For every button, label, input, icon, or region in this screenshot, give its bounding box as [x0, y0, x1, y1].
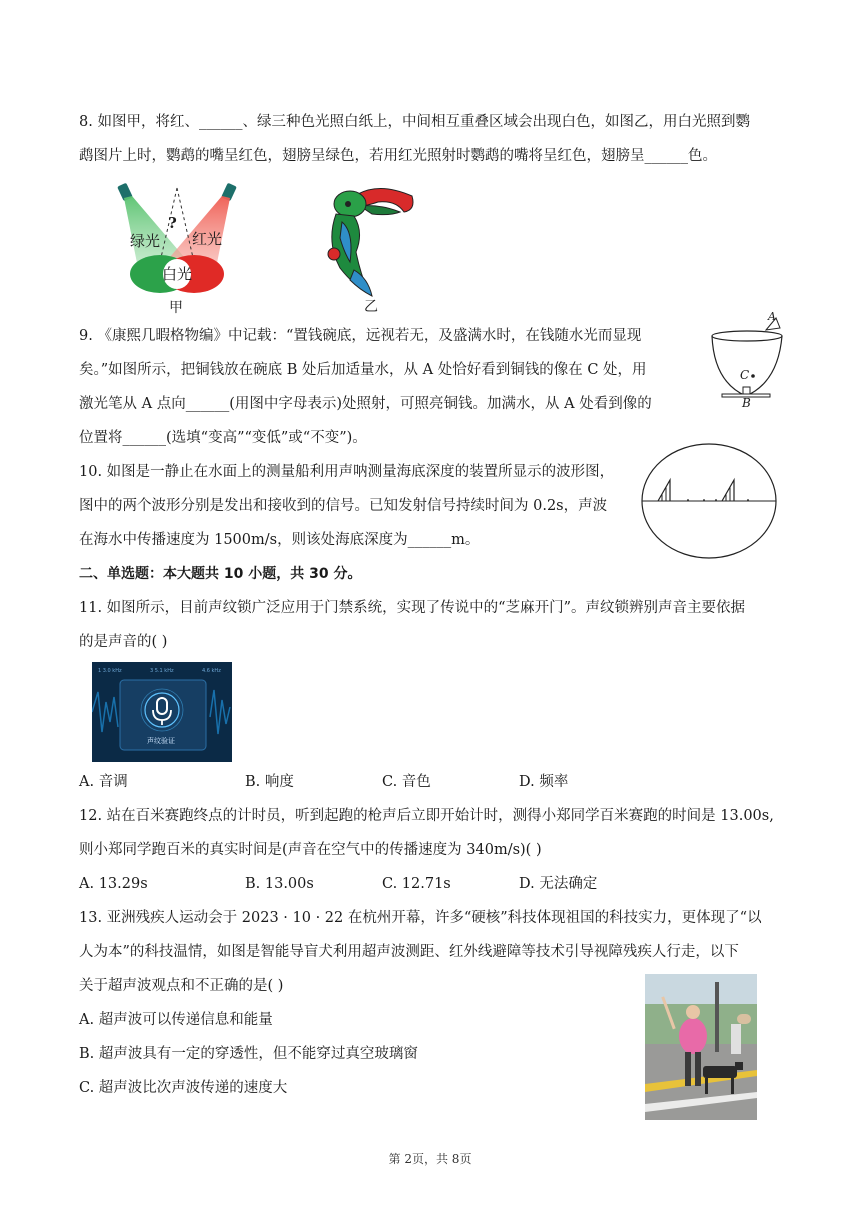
q11-option-d[interactable]: D. 频率: [519, 774, 569, 790]
q13-line-2: 人为本”的科技温情，如图是智能导盲犬利用超声波测距、红外线避障等技术引导视障残疾人行走，以下: [79, 944, 739, 960]
page-footer: 第 2页，共 8页: [388, 1152, 472, 1166]
q10-line-3: 在海水中传播速度为 1500m/s，则该处海底深度为______m。: [79, 532, 480, 548]
q12-option-b[interactable]: B. 13.00s: [245, 876, 314, 892]
image-point-c: [751, 374, 755, 378]
q11-line-1: 11. 如图所示，目前声纹锁广泛应用于门禁系统，实现了传说中的“芝麻开门”。声纹锁辨别声音主要依据: [79, 600, 745, 616]
figure-caption-yi: 乙: [364, 299, 378, 315]
red-light-label: 红光: [192, 230, 223, 248]
received-pulse: [722, 480, 734, 501]
q9-line-3: 激光笔从 A 点向______(用图中字母表示)处照射，可照亮铜钱。加满水，从 A 处看到像的: [79, 396, 652, 412]
q8-line-2: 鹉图片上时，鹦鹉的嘴呈红色，翅膀呈绿色，若用红光照射时鹦鹉的嘴将呈红色，翅膀呈______色。: [79, 148, 717, 164]
q9-line-1: 9. 《康熙几暇格物编》中记载：“置钱碗底，远视若无，及盛满水时，在钱随水光而显现: [79, 328, 642, 344]
green-light-label: 绿光: [130, 232, 161, 250]
q12-line-2: 则小郑同学跑百米的真实时间是(声音在空气中的传播速度为 340m/s)( ): [79, 842, 542, 858]
emitted-pulse: [658, 480, 670, 501]
figure-guide-dog-photo: [645, 974, 757, 1120]
sonar-display: [640, 442, 778, 560]
figure-voiceprint-lock: [92, 662, 232, 762]
voiceprint-caption: 声纹验证: [147, 737, 175, 745]
q12-option-a[interactable]: A. 13.29s: [79, 876, 148, 892]
person-pink-jacket: [679, 1018, 707, 1054]
voiceprint-image: [92, 662, 232, 762]
white-light-label: 白光: [162, 265, 193, 283]
q8-line-1: 8. 如图甲，将红、______、绿三种色光照白纸上，中间相互重叠区域会出现白色，如图乙，用白光照到鹦: [79, 114, 750, 130]
svg-text:4.6 kHz: 4.6 kHz: [202, 668, 221, 674]
guide-dog-image: [645, 974, 757, 1120]
q13-option-a[interactable]: A. 超声波可以传递信息和能量: [79, 1012, 273, 1028]
figure-sonar-waveform: [640, 442, 778, 560]
q12-option-d[interactable]: D. 无法确定: [519, 876, 598, 892]
label-b: B: [742, 396, 751, 410]
q9-line-4: 位置将______(选填“变高”“变低”或“不变”)。: [79, 430, 367, 446]
q11-option-a[interactable]: A. 音调: [79, 774, 128, 790]
q11-option-b[interactable]: B. 响度: [245, 774, 294, 790]
question-mark: ?: [168, 214, 177, 232]
figure-parrot: [320, 182, 420, 318]
figure-color-light-mixing: [112, 180, 242, 318]
q13-option-b[interactable]: B. 超声波具有一定的穿透性，但不能穿过真空玻璃窗: [79, 1046, 418, 1062]
coin-marker: [743, 387, 750, 394]
q13-option-c[interactable]: C. 超声波比次声波传递的速度大: [79, 1080, 288, 1096]
q11-line-2: 的是声音的( ): [79, 634, 168, 650]
figure-caption-jia: 甲: [169, 300, 183, 316]
q13-line-3: 关于超声波观点和不正确的是( ): [79, 978, 284, 994]
robot-dog: [703, 1066, 737, 1078]
svg-text:1 3.0 kHz: 1 3.0 kHz: [98, 668, 122, 674]
svg-text:3 5.1 kHz: 3 5.1 kHz: [150, 668, 174, 674]
section-heading: 二、单选题：本大题共 10 小题，共 30 分。: [79, 566, 362, 582]
q12-option-c[interactable]: C. 12.71s: [382, 876, 451, 892]
parrot-picture: [320, 182, 420, 300]
q9-line-2: 矣。”如图所示，把铜钱放在碗底 B 处后加适量水，从 A 处恰好看到铜钱的像在 C 处，用: [79, 362, 647, 378]
figure-bowl: [706, 312, 786, 412]
q10-line-2: 图中的两个波形分别是发出和接收到的信号。已知发射信号持续时间为 0.2s，声波: [79, 498, 608, 514]
label-a: A: [768, 310, 776, 323]
q13-line-1: 13. 亚洲残疾人运动会于 2023 · 10 · 22 在杭州开幕，许多“硬核”科技体现祖国的科技实力，更体现了“以: [79, 910, 762, 926]
q11-option-c[interactable]: C. 音色: [382, 774, 431, 790]
label-c: C: [740, 368, 750, 382]
q12-line-1: 12. 站在百米赛跑终点的计时员，听到起跑的枪声后立即开始计时，测得小郑同学百米赛跑的时间是 13.00s,: [79, 808, 774, 824]
q10-line-1: 10. 如图是一静止在水面上的测量船利用声呐测量海底深度的装置所显示的波形图，: [79, 464, 615, 480]
